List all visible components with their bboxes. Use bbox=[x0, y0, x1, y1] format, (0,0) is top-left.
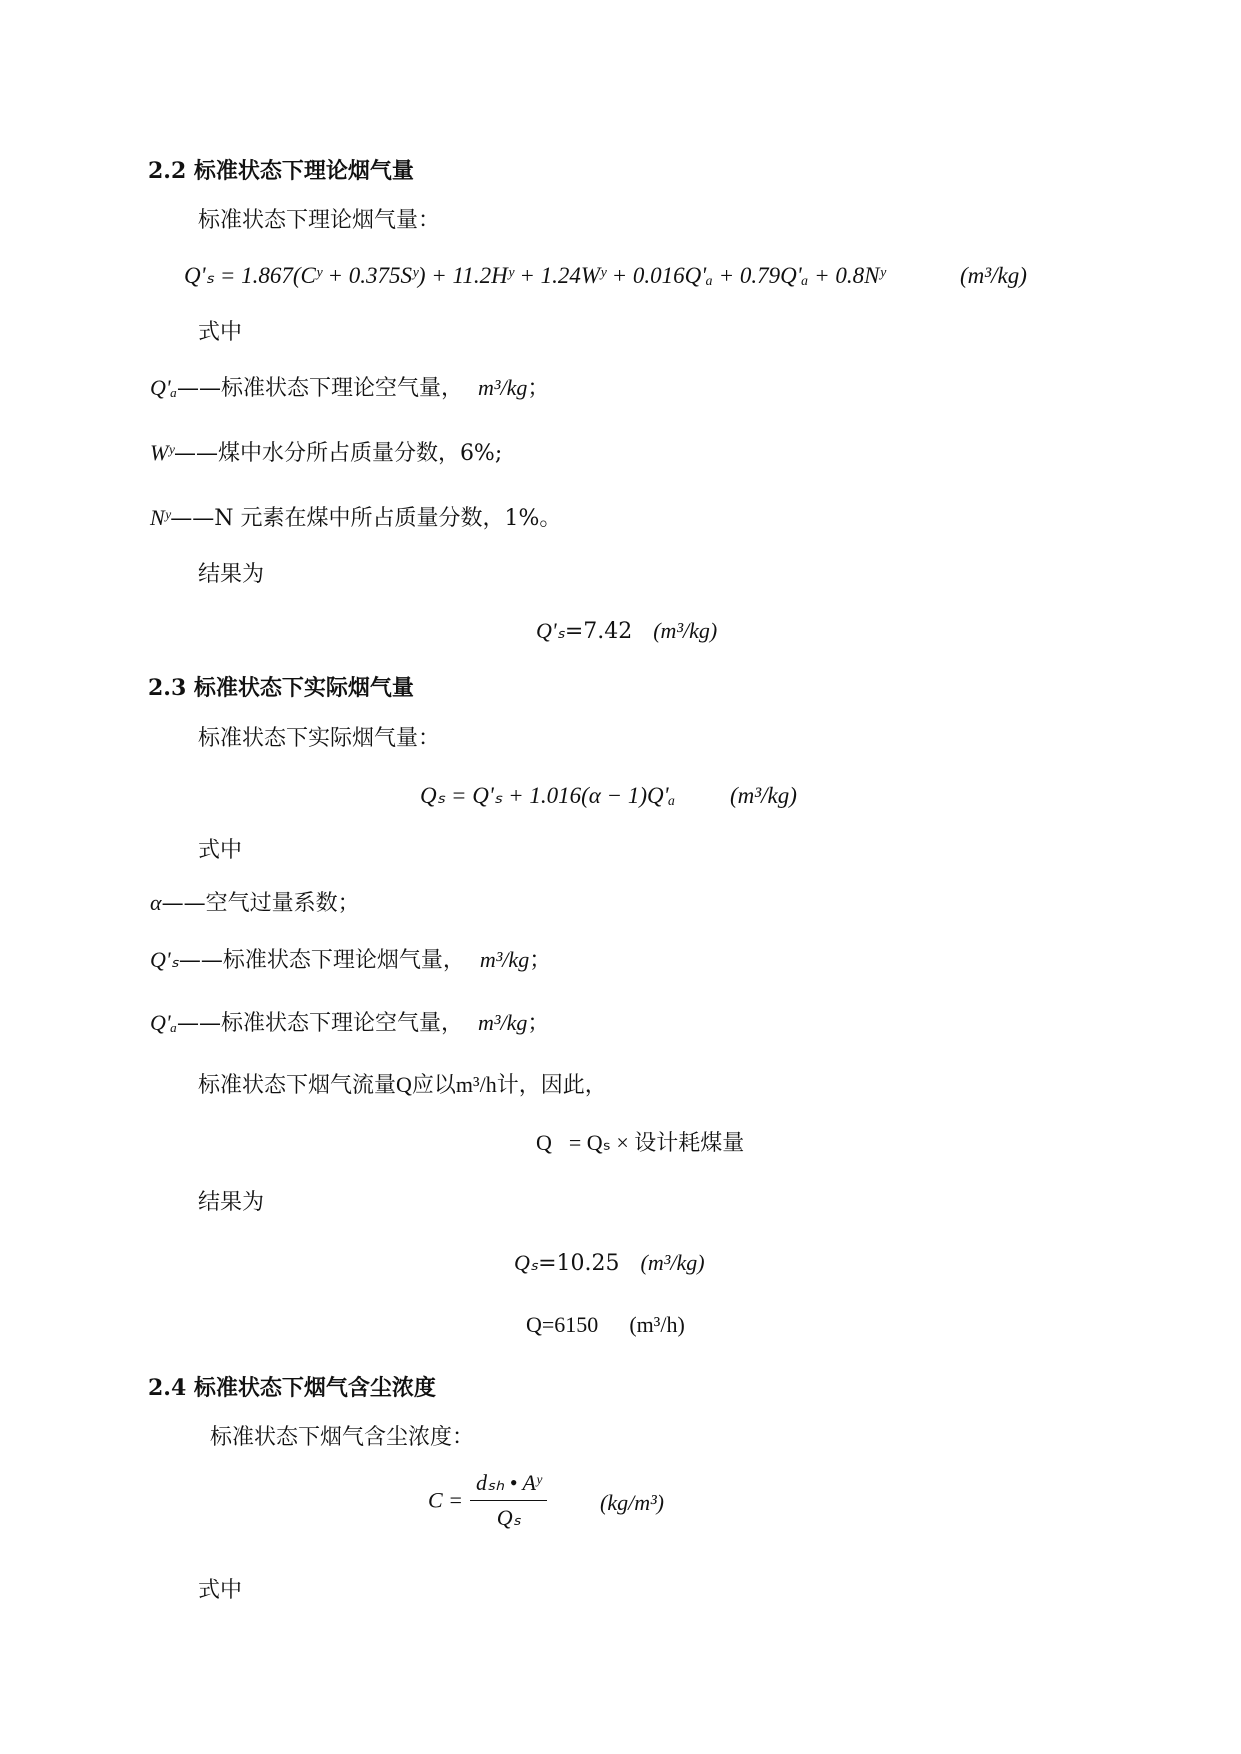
formula-numerator: dₛₕ • Aʸ bbox=[470, 1470, 547, 1501]
definition-row bbox=[150, 440, 502, 467]
definition-symbol: Q'ₐ bbox=[150, 375, 178, 400]
flow-unit: m³/h bbox=[455, 1072, 497, 1097]
formula-unit: (m³/kg) bbox=[960, 263, 1027, 288]
result-lhs: Q'ₛ bbox=[536, 618, 565, 643]
formula-unit: (m³/kg) bbox=[730, 783, 797, 808]
flow-rate-sentence bbox=[198, 1072, 607, 1099]
definition-text: ——标准状态下理论烟气量， bbox=[178, 948, 465, 973]
formula-denominator: Qₛ bbox=[496, 1505, 521, 1531]
definition-row bbox=[150, 890, 360, 917]
formula-actual-flue-gas bbox=[420, 782, 675, 810]
result-row bbox=[514, 1250, 705, 1277]
result-row bbox=[536, 618, 717, 645]
result-value: =10.25 bbox=[538, 1251, 620, 1276]
definition-unit: m³/kg bbox=[478, 375, 528, 400]
flow-formula-rhs: = Qₛ × 设计耗煤量 bbox=[568, 1130, 745, 1155]
where-label: 式中 bbox=[198, 838, 243, 863]
result-unit: (m³/kg) bbox=[640, 1250, 705, 1275]
result-label: 结果为 bbox=[198, 1190, 265, 1215]
section-intro: 标准状态下实际烟气量： bbox=[198, 726, 441, 751]
definition-symbol: α bbox=[150, 890, 162, 915]
result-value: =7.42 bbox=[564, 619, 633, 644]
definition-row bbox=[150, 1010, 549, 1037]
flow-formula-lhs: Q bbox=[536, 1130, 552, 1155]
definition-symbol: Wʸ bbox=[150, 440, 174, 465]
flow-text: 标准状态下烟气流量 bbox=[198, 1073, 397, 1098]
flow-text: 计，因此， bbox=[496, 1073, 607, 1098]
definition-unit: m³/kg bbox=[478, 1010, 528, 1035]
definition-text: ——N 元素在煤中所占质量分数，1%。 bbox=[170, 506, 562, 531]
where-label: 式中 bbox=[198, 320, 243, 345]
formula-lhs: C = bbox=[428, 1487, 464, 1513]
formula-theoretical-flue-gas bbox=[184, 262, 885, 290]
formula-unit: (kg/m³) bbox=[600, 1490, 665, 1515]
formula-dust-concentration bbox=[428, 1470, 547, 1532]
definition-end: ； bbox=[527, 1011, 550, 1036]
result-unit: (m³/kg) bbox=[653, 618, 718, 643]
result-unit: (m³/h) bbox=[629, 1312, 685, 1337]
definition-end: ； bbox=[529, 948, 552, 973]
definition-text: ——标准状态下理论空气量， bbox=[177, 1011, 464, 1036]
formula-expression: Qₛ = Q'ₛ + 1.016(α − 1)Q'ₐ bbox=[420, 783, 676, 808]
section-intro: 标准状态下理论烟气量： bbox=[198, 208, 441, 233]
flow-symbol: Q bbox=[396, 1072, 412, 1097]
result-lhs: Qₛ bbox=[514, 1250, 539, 1275]
definition-symbol: Q'ₐ bbox=[150, 1010, 178, 1035]
section-intro: 标准状态下烟气含尘浓度： bbox=[210, 1425, 475, 1450]
result-label: 结果为 bbox=[198, 562, 265, 587]
result-value: =6150 bbox=[541, 1312, 599, 1337]
section-heading-2-2: 2.2 标准状态下理论烟气量 bbox=[148, 158, 414, 184]
where-label: 式中 bbox=[198, 1578, 243, 1603]
definition-row bbox=[150, 947, 551, 974]
result-row bbox=[526, 1312, 685, 1339]
definition-row bbox=[150, 505, 561, 532]
result-lhs: Q bbox=[526, 1312, 542, 1337]
definition-text: ——煤中水分所占质量分数，6%; bbox=[173, 441, 503, 466]
definition-row bbox=[150, 375, 549, 402]
formula-fraction bbox=[470, 1470, 547, 1532]
flow-formula bbox=[536, 1130, 744, 1157]
flow-text: 应以 bbox=[411, 1073, 456, 1098]
definition-unit: m³/kg bbox=[479, 947, 530, 972]
definition-text: ——空气过量系数； bbox=[161, 891, 360, 916]
section-heading-2-4: 2.4 标准状态下烟气含尘浓度 bbox=[148, 1375, 436, 1401]
formula-expression: Q'ₛ = 1.867(Cʸ + 0.375Sʸ) + 11.2Hʸ + 1.24Wʸ + 0.016Q'ₐ + 0.79Q'ₐ + 0.8Nʸ bbox=[184, 263, 886, 288]
section-heading-2-3: 2.3 标准状态下实际烟气量 bbox=[148, 675, 414, 701]
definition-text: ——标准状态下理论空气量， bbox=[177, 376, 464, 401]
definition-symbol: Q'ₛ bbox=[150, 947, 179, 972]
definition-end: ； bbox=[527, 376, 550, 401]
definition-symbol: Nʸ bbox=[150, 505, 171, 530]
